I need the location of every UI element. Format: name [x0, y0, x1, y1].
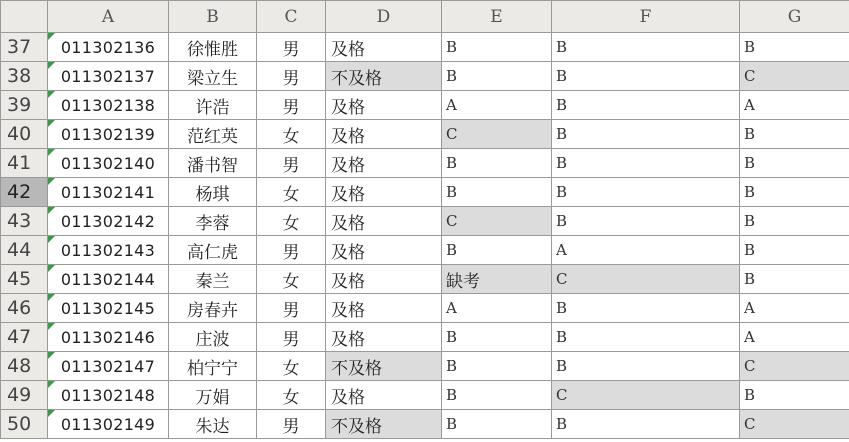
cell-student-id[interactable]: 011302138 — [48, 91, 169, 120]
cell-status[interactable]: 及格 — [326, 265, 442, 294]
cell-name[interactable]: 潘书智 — [169, 149, 257, 178]
cell-status[interactable]: 及格 — [326, 120, 442, 149]
cell-status[interactable]: 及格 — [326, 91, 442, 120]
cell-name[interactable]: 李蓉 — [169, 207, 257, 236]
cell-grade-e[interactable]: B — [442, 410, 552, 439]
table-row — [1, 149, 849, 178]
column-header-g[interactable]: G — [740, 1, 849, 33]
cell-gender[interactable]: 女 — [257, 381, 326, 410]
table-row — [1, 265, 849, 294]
cell-grade-f[interactable]: C — [552, 265, 740, 294]
row-header[interactable]: 47 — [1, 323, 48, 352]
table-row — [1, 178, 849, 207]
cell-status[interactable]: 及格 — [326, 323, 442, 352]
cell-grade-g[interactable]: B — [740, 149, 849, 178]
table-row — [1, 120, 849, 149]
cell-grade-f[interactable]: B — [552, 62, 740, 91]
cell-grade-g[interactable]: A — [740, 294, 849, 323]
cell-gender[interactable]: 男 — [257, 294, 326, 323]
cell-grade-e[interactable]: A — [442, 294, 552, 323]
row-header[interactable]: 43 — [1, 207, 48, 236]
cell-gender[interactable]: 男 — [257, 410, 326, 439]
cell-status[interactable]: 及格 — [326, 294, 442, 323]
table-row — [1, 352, 849, 381]
cell-gender[interactable]: 男 — [257, 236, 326, 265]
cell-name[interactable]: 高仁虎 — [169, 236, 257, 265]
cell-grade-f[interactable]: B — [552, 149, 740, 178]
cell-grade-g[interactable]: B — [740, 381, 849, 410]
cell-name[interactable]: 许浩 — [169, 91, 257, 120]
row-header[interactable]: 38 — [1, 62, 48, 91]
cell-status[interactable]: 不及格 — [326, 352, 442, 381]
cell-grade-e[interactable]: C — [442, 120, 552, 149]
cell-gender[interactable]: 女 — [257, 352, 326, 381]
column-header-b[interactable]: B — [169, 1, 257, 33]
cell-student-id[interactable]: 011302148 — [48, 381, 169, 410]
row-header[interactable]: 39 — [1, 91, 48, 120]
cell-gender[interactable]: 男 — [257, 91, 326, 120]
cell-name[interactable]: 杨琪 — [169, 178, 257, 207]
cell-grade-g[interactable]: C — [740, 352, 849, 381]
cell-student-id[interactable]: 011302143 — [48, 236, 169, 265]
cell-grade-e[interactable]: A — [442, 91, 552, 120]
cell-status[interactable]: 及格 — [326, 178, 442, 207]
cell-grade-f[interactable]: B — [552, 323, 740, 352]
cell-grade-e[interactable]: 缺考 — [442, 265, 552, 294]
cell-gender[interactable]: 男 — [257, 62, 326, 91]
table-row — [1, 381, 849, 410]
cell-grade-g[interactable]: B — [740, 207, 849, 236]
table-row — [1, 236, 849, 265]
cell-grade-g[interactable]: B — [740, 236, 849, 265]
cell-grade-g[interactable]: B — [740, 265, 849, 294]
cell-grade-f[interactable]: A — [552, 236, 740, 265]
row-header[interactable]: 40 — [1, 120, 48, 149]
cell-grade-e[interactable]: B — [442, 33, 552, 62]
cell-student-id[interactable]: 011302145 — [48, 294, 169, 323]
cell-name[interactable]: 范红英 — [169, 120, 257, 149]
table-row — [1, 33, 849, 62]
row-header[interactable]: 49 — [1, 381, 48, 410]
cell-grade-e[interactable]: B — [442, 323, 552, 352]
cell-grade-f[interactable]: B — [552, 207, 740, 236]
cell-student-id[interactable]: 011302142 — [48, 207, 169, 236]
cell-grade-g[interactable]: C — [740, 62, 849, 91]
column-header-c[interactable]: C — [257, 1, 326, 33]
cell-grade-g[interactable]: B — [740, 120, 849, 149]
cell-name[interactable]: 庄波 — [169, 323, 257, 352]
table-row — [1, 62, 849, 91]
cell-name[interactable]: 秦兰 — [169, 265, 257, 294]
cell-status[interactable]: 及格 — [326, 207, 442, 236]
table-row — [1, 323, 849, 352]
cell-grade-e[interactable]: B — [442, 236, 552, 265]
cell-status[interactable]: 及格 — [326, 236, 442, 265]
cell-status[interactable]: 不及格 — [326, 410, 442, 439]
cell-student-id[interactable]: 011302140 — [48, 149, 169, 178]
table-row — [1, 410, 849, 439]
cell-grade-g[interactable]: B — [740, 33, 849, 62]
cell-student-id[interactable]: 011302137 — [48, 62, 169, 91]
table-row — [1, 91, 849, 120]
cell-name[interactable]: 朱达 — [169, 410, 257, 439]
cell-student-id[interactable]: 011302147 — [48, 352, 169, 381]
cell-grade-f[interactable]: B — [552, 33, 740, 62]
cell-status[interactable]: 及格 — [326, 149, 442, 178]
cell-grade-f[interactable]: B — [552, 352, 740, 381]
cell-name[interactable]: 徐惟胜 — [169, 33, 257, 62]
cell-grade-f[interactable]: B — [552, 410, 740, 439]
cell-grade-f[interactable]: C — [552, 381, 740, 410]
cell-grade-e[interactable]: B — [442, 62, 552, 91]
row-header[interactable]: 41 — [1, 149, 48, 178]
cell-grade-e[interactable]: B — [442, 149, 552, 178]
row-header[interactable]: 50 — [1, 410, 48, 439]
cell-student-id[interactable]: 011302141 — [48, 178, 169, 207]
row-header[interactable]: 45 — [1, 265, 48, 294]
column-header-d[interactable]: D — [326, 1, 442, 33]
cell-grade-f[interactable]: B — [552, 178, 740, 207]
column-header-a[interactable]: A — [48, 1, 169, 33]
table-row — [1, 294, 849, 323]
cell-gender[interactable]: 女 — [257, 265, 326, 294]
column-header-e[interactable]: E — [442, 1, 552, 33]
cell-student-id[interactable]: 011302139 — [48, 120, 169, 149]
cell-student-id[interactable]: 011302146 — [48, 323, 169, 352]
cell-gender[interactable]: 女 — [257, 178, 326, 207]
cell-name[interactable]: 房春卉 — [169, 294, 257, 323]
cell-grade-e[interactable]: B — [442, 352, 552, 381]
cell-grade-e[interactable]: C — [442, 207, 552, 236]
cell-grade-f[interactable]: B — [552, 91, 740, 120]
cell-status[interactable]: 不及格 — [326, 62, 442, 91]
column-header-f[interactable]: F — [552, 1, 740, 33]
cell-gender[interactable]: 女 — [257, 207, 326, 236]
cell-grade-g[interactable]: C — [740, 410, 849, 439]
row-header[interactable]: 37 — [1, 33, 48, 62]
cell-name[interactable]: 万娟 — [169, 381, 257, 410]
row-header[interactable]: 44 — [1, 236, 48, 265]
cell-student-id[interactable]: 011302136 — [48, 33, 169, 62]
cell-status[interactable]: 及格 — [326, 381, 442, 410]
row-header[interactable]: 46 — [1, 294, 48, 323]
cell-grade-g[interactable]: B — [740, 178, 849, 207]
cell-name[interactable]: 柏宁宁 — [169, 352, 257, 381]
cell-gender[interactable]: 女 — [257, 120, 326, 149]
cell-grade-e[interactable]: B — [442, 178, 552, 207]
select-all-corner[interactable] — [1, 1, 48, 33]
cell-gender[interactable]: 男 — [257, 149, 326, 178]
cell-grade-f[interactable]: B — [552, 120, 740, 149]
cell-grade-g[interactable]: A — [740, 323, 849, 352]
column-header-row — [1, 1, 849, 33]
cell-student-id[interactable]: 011302149 — [48, 410, 169, 439]
cell-status[interactable]: 及格 — [326, 33, 442, 62]
cell-grade-f[interactable]: B — [552, 294, 740, 323]
table-row — [1, 207, 849, 236]
cell-grade-g[interactable]: A — [740, 91, 849, 120]
cell-name[interactable]: 梁立生 — [169, 62, 257, 91]
row-header[interactable]: 42 — [1, 178, 48, 207]
cell-student-id[interactable]: 011302144 — [48, 265, 169, 294]
cell-grade-e[interactable]: B — [442, 381, 552, 410]
row-header[interactable]: 48 — [1, 352, 48, 381]
cell-gender[interactable]: 男 — [257, 33, 326, 62]
cell-gender[interactable]: 男 — [257, 323, 326, 352]
